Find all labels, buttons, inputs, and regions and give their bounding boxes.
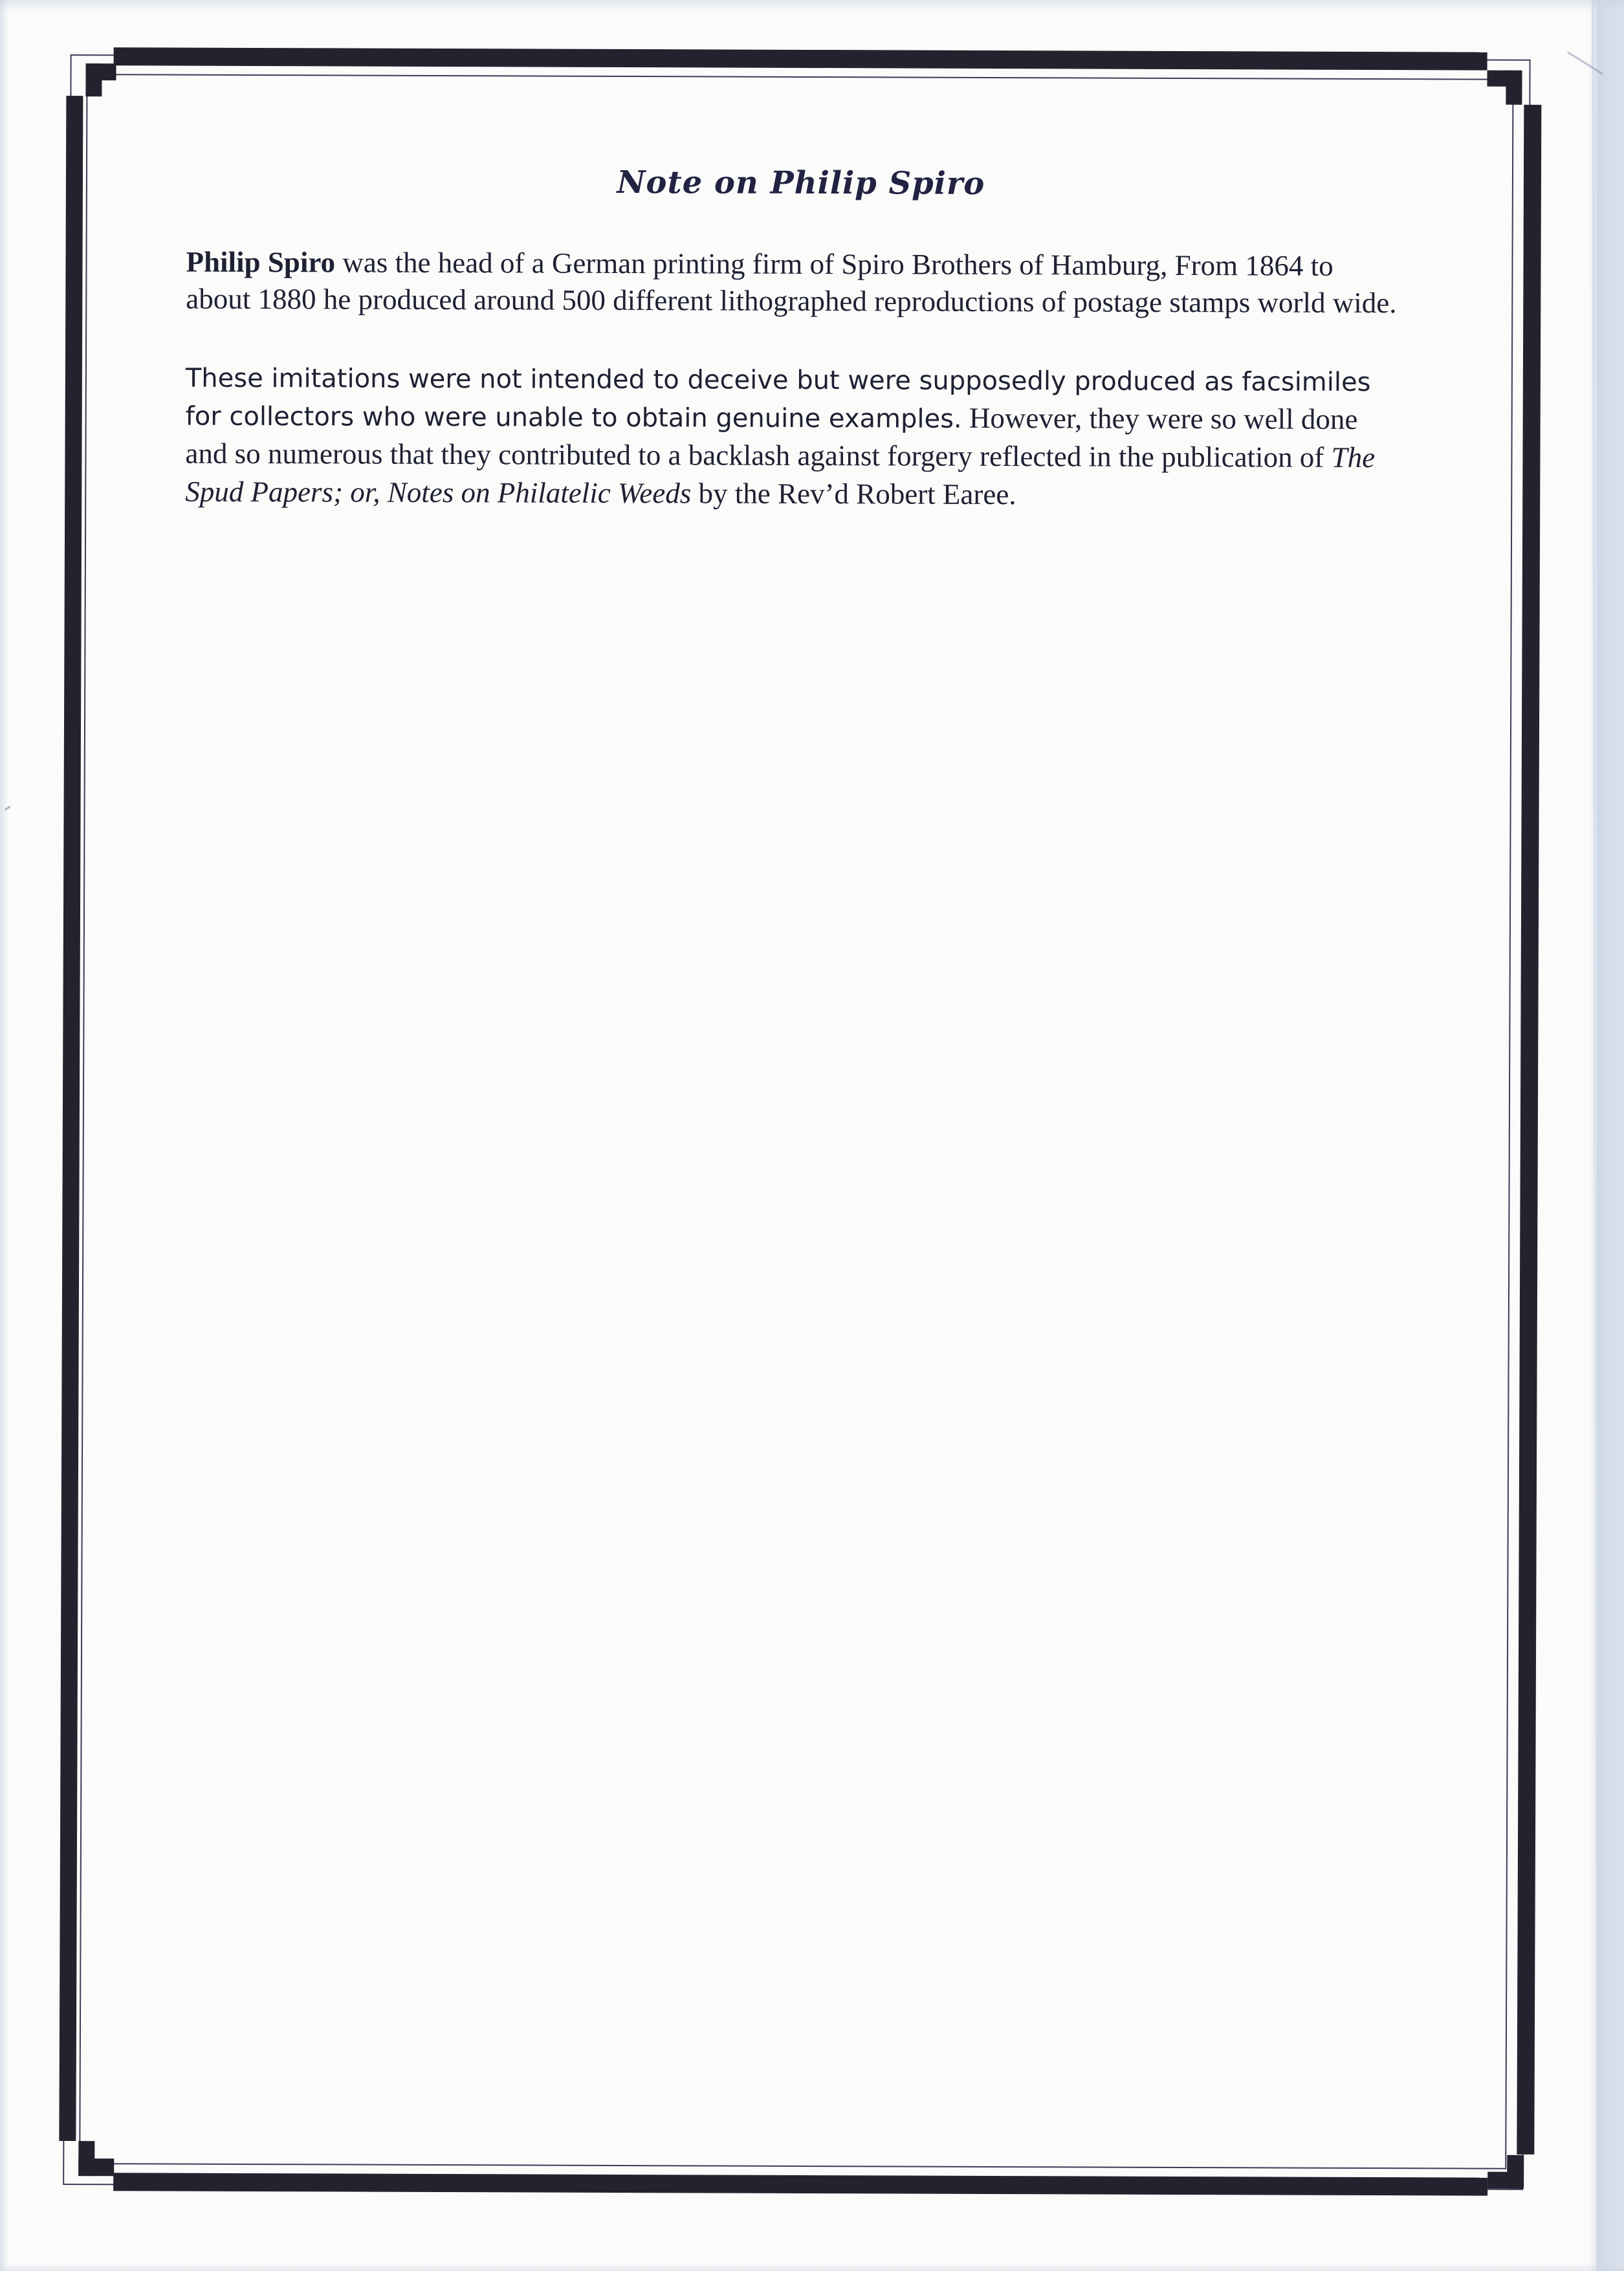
book-title-italic: The Spud Papers; or, Notes on Philatelic Weeds <box>185 441 1376 510</box>
serif-sentence-text: However, they were so well done and so numerous that they contributed to a backlash against forgery reflected in the publication of <box>185 401 1358 474</box>
decorative-border <box>4 0 1624 3</box>
pen-stray-mark <box>5 806 11 811</box>
border-corner-top-right-step <box>1506 71 1522 105</box>
serif-sentence-end-text: by the Rev’d Robert Earee. <box>691 477 1016 511</box>
border-corner-bottom-left-step <box>78 2141 94 2176</box>
border-corner-top-left-step <box>85 63 102 96</box>
paragraph-philip-spiro <box>186 244 1402 322</box>
document-content <box>185 161 1416 516</box>
paragraph-imitations <box>185 360 1402 516</box>
paragraph-body-text: was the head of a German printing firm of Spiro Brothers of Hamburg, From 1864 to about 1880 he produced around 500 different lithographed reproductions of postage stamps world wide. <box>186 246 1397 320</box>
border-band-bottom <box>113 2173 1487 2195</box>
border-corner-bottom-right-step <box>1507 2155 1524 2189</box>
page-title: Note on Philip Spiro <box>617 164 985 202</box>
sans-sentence-text: These imitations were not intended to deceive but were supposedly produced as facsimiles for collectors who were unable to obtain genuine examples. <box>185 363 1371 434</box>
paragraph-lead-bold: Philip Spiro <box>186 245 336 279</box>
